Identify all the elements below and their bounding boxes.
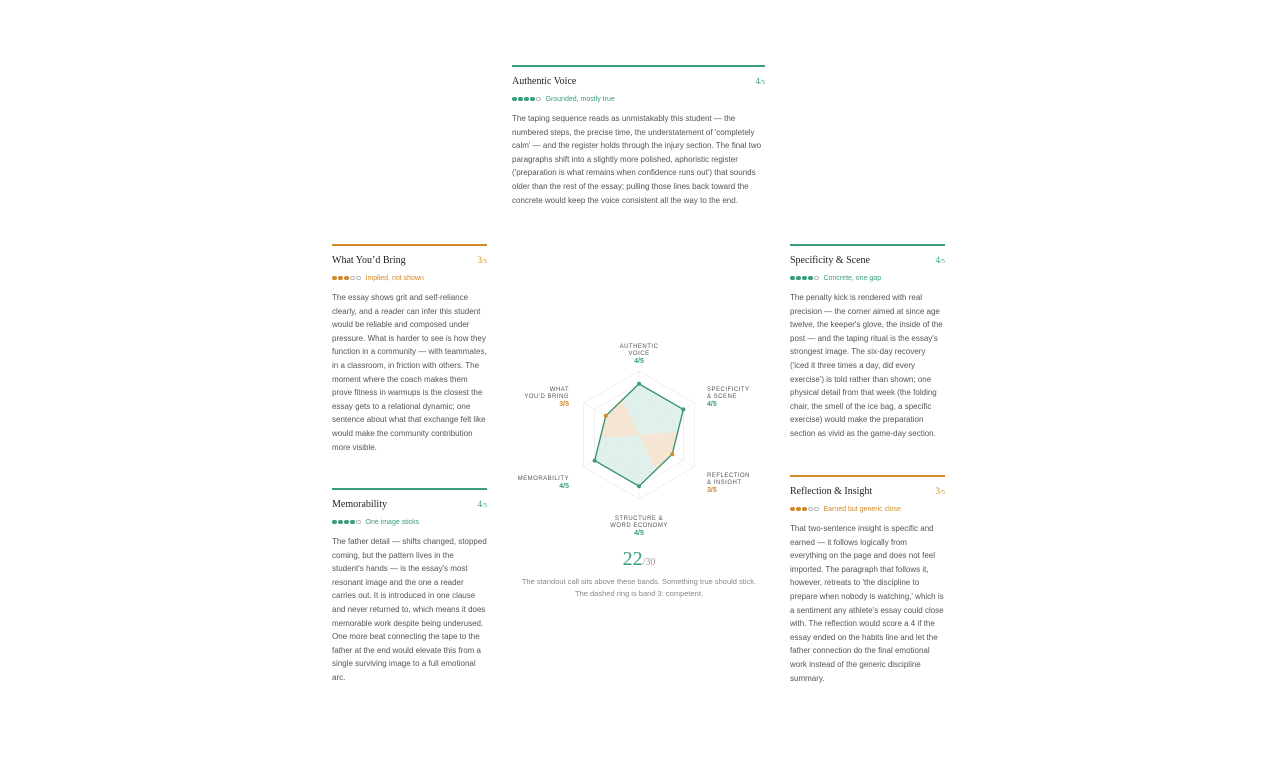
card-verdict: Implied, not shown <box>365 274 424 282</box>
card-score: 4/5 <box>935 255 945 265</box>
radar-chart <box>510 338 768 544</box>
card-body: The penalty kick is rendered with real precision — the corner aimed at since age twelve, the keeper's glove, the inside of the post — and the taping ritual is the essay's strongest image. The six-day recovery ('iced it three times a day, did every exercise') is told rather than shown; one physical detail from that week (the folding chair, the smell of the ice bag, a specific exercise) would make the preparation section as vivid as the game-day section. <box>790 293 943 438</box>
axis-score: 4/5 <box>634 530 644 537</box>
rating-dot-filled <box>790 276 795 281</box>
rating-dot-filled <box>796 507 801 512</box>
rating-dot-empty <box>356 520 361 525</box>
rating-dot-filled <box>338 520 343 525</box>
rating-dot-filled <box>518 97 523 102</box>
rating-dot-filled <box>524 97 529 102</box>
card-rule <box>332 244 487 246</box>
data-point <box>593 459 597 463</box>
card-body: The father detail — shifts changed, stopped coming, but the pattern lives in the student's hands — is the essay's most resonant image and the one a reader carries out. It is introduced in one clause and never returned to, which means it does memorable work despite being underused. One more beat connecting the tape to the father at the end would elevate this from a single surviving image to a full emotional arc. <box>332 537 487 682</box>
card-title: Specificity & Scene <box>790 255 870 266</box>
data-point <box>604 414 608 418</box>
axis-score: 4/5 <box>559 483 569 490</box>
rating-dot-filled <box>338 276 343 281</box>
card-rule <box>332 488 487 490</box>
rating-dot-empty <box>536 97 541 102</box>
card-title: What You’d Bring <box>332 255 406 266</box>
card-score: 3/5 <box>477 255 487 265</box>
card-score: 3/5 <box>935 486 945 496</box>
rating-dots <box>790 507 819 512</box>
card-verdict: Grounded, mostly true <box>545 95 615 103</box>
rating-dot-filled <box>344 520 349 525</box>
rating-dots <box>790 276 819 281</box>
card-verdict: Concrete, one gap <box>823 274 882 282</box>
axis-score: 4/5 <box>634 358 644 365</box>
card-memorability <box>332 488 487 685</box>
rating-dot-filled <box>808 276 813 281</box>
axis-score: 3/5 <box>707 487 717 494</box>
card-verdict: One image sticks <box>365 518 420 526</box>
axis-label: REFLECTION & INSIGHT <box>707 473 751 486</box>
card-title: Authentic Voice <box>512 76 577 87</box>
rating-dot-empty <box>808 507 813 512</box>
axis-label: MEMORABILITY <box>517 476 569 482</box>
rating-dot-filled <box>530 97 535 102</box>
rating-dot-filled <box>802 507 807 512</box>
rating-dot-filled <box>512 97 517 102</box>
axis-score: 3/5 <box>559 401 569 408</box>
card-title: Memorability <box>332 499 387 510</box>
data-point <box>637 484 641 488</box>
axis-label: SPECIFICITY & SCENE <box>707 387 750 400</box>
data-point <box>670 452 674 456</box>
card-specificity-scene <box>790 244 945 441</box>
card-rule <box>790 244 945 246</box>
data-point <box>681 407 685 411</box>
card-score: 4/5 <box>755 76 765 86</box>
axis-label: WHAT YOU'D BRING <box>524 387 569 400</box>
rating-dot-filled <box>796 276 801 281</box>
total-score: 22/30 <box>622 548 656 570</box>
rating-dot-filled <box>332 520 337 525</box>
rating-dot-filled <box>790 507 795 512</box>
chart-caption: The standout call sits above these bands. Something true should stick. The dashed ring is band 3: competent. <box>521 577 757 598</box>
card-body: The essay shows grit and self-reliance clearly, and a reader can infer this student would be reliable and composed under pressure. What is harder to see is how they function in a community — with teammates, in a classroom, in friction with others. The moment where the coach makes them prove fitness in warmups is the closest the essay gets to a relational dynamic; one sentence about what that exchange felt like would make the community contribution more visible. <box>332 293 487 452</box>
card-authentic-voice <box>512 65 765 207</box>
card-body: The taping sequence reads as unmistakably this student — the numbered steps, the precise time, the understatement of 'completely calm' — and the register holds through the injury section. The final two paragraphs shift into a slightly more polished, aphoristic register ('preparation is what remains when confidence runs out') that sounds older than the rest of the essay; pulling those lines back toward the concrete would keep the voice consistent all the way to the end. <box>512 114 762 205</box>
axis-label: STRUCTURE & WORD ECONOMY <box>610 516 668 529</box>
card-what-youd-bring <box>332 244 487 454</box>
rating-dots <box>332 276 361 281</box>
rating-dot-filled <box>332 276 337 281</box>
card-score: 4/5 <box>477 499 487 509</box>
card-rule <box>790 475 945 477</box>
rating-dots <box>332 520 361 525</box>
card-body: That two-sentence insight is specific and earned — it follows logically from everything on the page and does not feel imported. The paragraph that follows it, however, retreats to 'the discipline to prepare when nobody is watching,' which is a sentiment any athlete's essay could close with. The reflection would score a 4 if the essay ended on the habits line and let the father connection do the final emotional work instead of the generic discipline summary. <box>790 524 944 683</box>
data-point <box>637 382 641 386</box>
rating-dot-filled <box>350 520 355 525</box>
rating-dot-filled <box>802 276 807 281</box>
rating-dot-empty <box>814 507 819 512</box>
rating-dot-empty <box>356 276 361 281</box>
card-reflection-insight <box>790 475 945 685</box>
axis-score: 4/5 <box>707 401 717 408</box>
card-verdict: Earned but generic close <box>823 505 901 513</box>
card-rule <box>512 65 765 67</box>
rating-dots <box>512 97 541 102</box>
rating-dot-filled <box>344 276 349 281</box>
axis-label: AUTHENTIC VOICE <box>619 344 659 357</box>
card-title: Reflection & Insight <box>790 486 873 497</box>
rating-dot-empty <box>350 276 355 281</box>
rating-dot-empty <box>814 276 819 281</box>
